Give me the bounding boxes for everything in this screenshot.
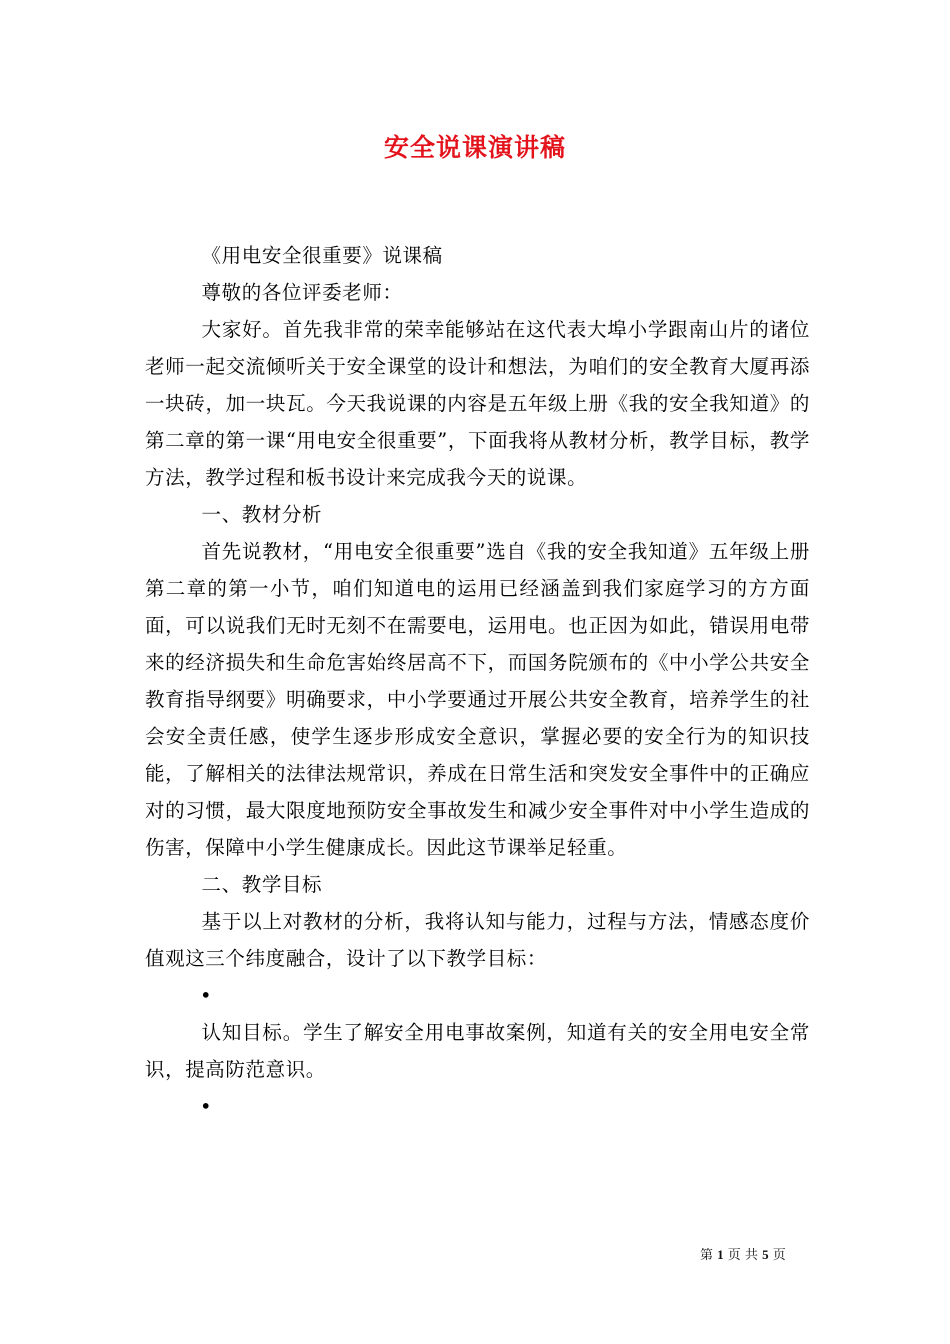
paragraph-subtitle: 《用电安全很重要》说课稿 <box>201 244 443 267</box>
footer-middle: 页 共 <box>727 1248 758 1263</box>
footer-suffix: 页 <box>772 1248 786 1263</box>
bullet-marker: • <box>200 984 213 1007</box>
bullet-marker: • <box>200 1095 213 1118</box>
section-heading-teaching-goals: 二、教学目标 <box>201 873 323 896</box>
page-title: 安全说课演讲稿 <box>383 133 566 162</box>
paragraph-intro: 大家好。首先我非常的荣幸能够站在这代表大埠小学跟南山片的诸位老师一起交流倾听关于安全课堂的设计和想法，为咱们的安全教育大厦再添一块砖，加一块瓦。今天我说课的内容是五年级上册《我的安全我知道》的第二章的第一课“用电安全很重要”，下面我将从教材分析，教学目标，教学方法，教学过程和板书设计来完成我今天的说课。 <box>145 318 810 489</box>
footer-prefix: 第 <box>700 1248 714 1263</box>
page-number-footer <box>700 1246 786 1265</box>
current-page-number: 1 <box>717 1247 724 1262</box>
total-page-number: 5 <box>762 1247 769 1262</box>
paragraph-material-analysis: 首先说教材，“用电安全很重要”选自《我的安全我知道》五年级上册第二章的第一小节，咱们知道电的运用已经涵盖到我们家庭学习的方方面面，可以说我们无时无刻不在需要电，运用电。也正因为如此，错误用电带来的经济损失和生命危害始终居高不下，而国务院颁布的《中小学公共安全教育指导纲要》明确要求，中小学要通过开展公共安全教育，培养学生的社会安全责任感，使学生逐步形成安全意识，掌握必要的安全行为的知识技能，了解相关的法律法规常识，养成在日常生活和突发安全事件中的正确应对的习惯，最大限度地预防安全事故发生和减少安全事件对中小学生造成的伤害，保障中小学生健康成长。因此这节课举足轻重。 <box>145 540 810 859</box>
paragraph-greeting: 尊敬的各位评委老师： <box>201 281 403 304</box>
document-body <box>145 237 810 1125</box>
section-heading-material-analysis: 一、教材分析 <box>201 503 323 526</box>
paragraph-cognitive-goal: 认知目标。学生了解安全用电事故案例，知道有关的安全用电安全常识，提高防范意识。 <box>145 1021 810 1081</box>
paragraph-teaching-goals: 基于以上对教材的分析，我将认知与能力，过程与方法，情感态度价值观这三个纬度融合，设计了以下教学目标： <box>145 910 810 970</box>
